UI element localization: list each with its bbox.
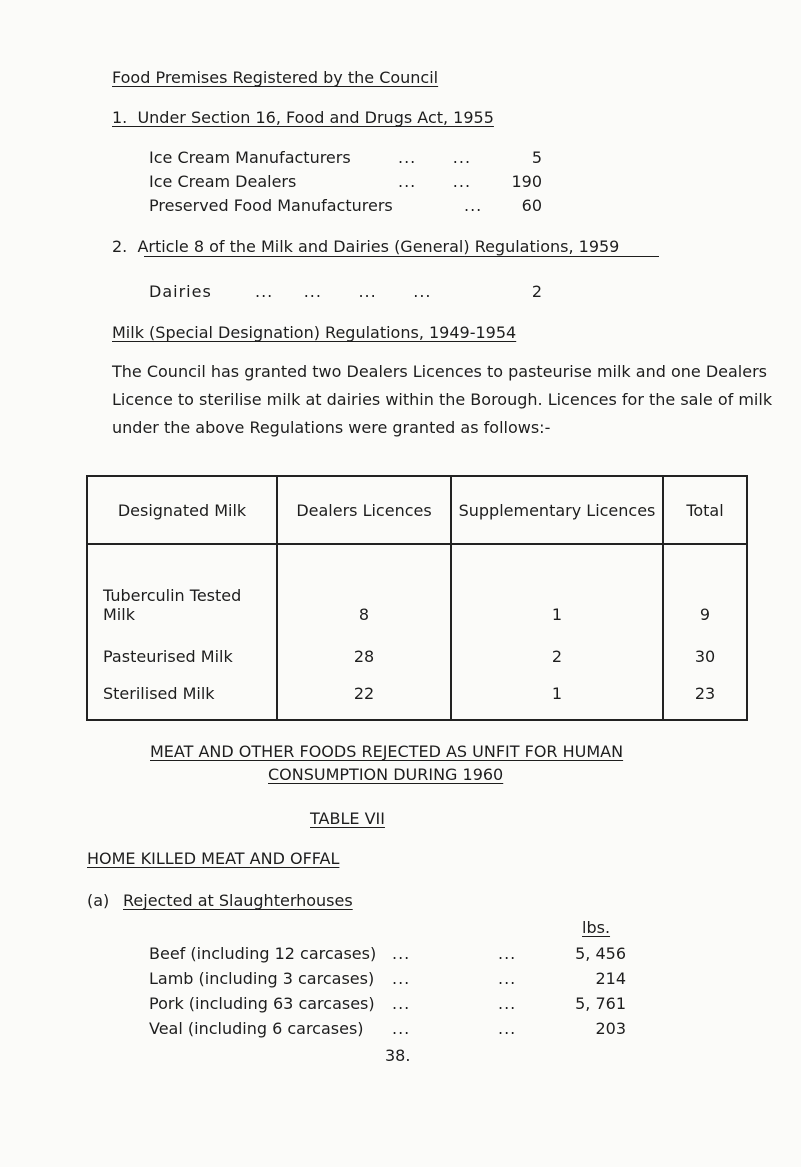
- list-item-label: Pork (including 63 carcases): [149, 994, 375, 1013]
- col-header-dealers-licences: Dealers Licences: [277, 476, 451, 544]
- cell-supplementary: 2: [451, 632, 663, 680]
- leader-dots: ... ... ... ...: [255, 282, 432, 301]
- cell-supplementary: 1: [451, 544, 663, 632]
- cell-dealers: 22: [277, 680, 451, 720]
- table-header-row: [87, 476, 747, 544]
- cell-dealers: 28: [277, 632, 451, 680]
- milk-regulations-paragraph: The Council has granted two Dealers Licences to pasteurise milk and one Dealers Licence to sterilise milk at dairies within the Borough. Licences for the sale of milk under the above Regulations were granted as follows:-: [112, 362, 773, 437]
- page-number: 38.: [385, 1046, 411, 1065]
- leader-dots: ... ...: [398, 172, 472, 191]
- col-header-total: Total: [663, 476, 747, 544]
- list-item-label: Ice Cream Manufacturers: [149, 148, 351, 167]
- milk-regulations-heading: Milk (Special Designation) Regulations, 1949-1954: [112, 323, 517, 342]
- row-label: Sterilised Milk: [87, 680, 277, 720]
- list-item-value: 203: [595, 1019, 626, 1038]
- list-item-value: 5, 761: [575, 994, 626, 1013]
- cell-total: 30: [663, 632, 747, 680]
- section-a-marker: (a): [87, 891, 110, 910]
- list-item-value: 60: [521, 196, 542, 215]
- meat-subheading: HOME KILLED MEAT AND OFFAL: [87, 849, 340, 868]
- leader-dots: ...: [498, 944, 517, 963]
- list-item-label: Dairies: [149, 282, 212, 301]
- section-1-heading-text: 1. Under Section 16, Food and Drugs Act, 1955: [112, 108, 494, 127]
- leader-dots: ...: [464, 196, 483, 215]
- list-item-value: 214: [595, 969, 626, 988]
- row-label: [87, 544, 277, 632]
- list-item-value: 5: [531, 148, 542, 167]
- cell-dealers: 8: [277, 544, 451, 632]
- table-row: [87, 680, 747, 720]
- row-label-line: Tuberculin Tested: [103, 586, 242, 605]
- list-item-label: Ice Cream Dealers: [149, 172, 297, 191]
- col-header-supplementary-licences: Supplementary Licences: [451, 476, 663, 544]
- cell-total: 9: [663, 544, 747, 632]
- list-item-value: 5, 456: [575, 944, 626, 963]
- list-item-label: Veal (including 6 carcases): [149, 1019, 364, 1038]
- cell-supplementary: 1: [451, 680, 663, 720]
- table-title: TABLE VII: [310, 809, 385, 828]
- leader-dots: ...: [498, 1019, 517, 1038]
- table-row: [87, 632, 747, 680]
- list-item-label: Preserved Food Manufacturers: [149, 196, 393, 215]
- list-item-value: 2: [531, 282, 542, 301]
- list-item-value: 190: [511, 172, 542, 191]
- table-row: [87, 544, 747, 632]
- leader-dots: ...: [392, 969, 411, 988]
- meat-heading-line-2: CONSUMPTION DURING 1960: [268, 765, 504, 784]
- section-a-heading: Rejected at Slaughterhouses: [123, 891, 353, 910]
- unit-label: lbs.: [582, 918, 611, 937]
- leader-dots: ...: [498, 994, 517, 1013]
- row-label: Pasteurised Milk: [87, 632, 277, 680]
- row-label-line: Milk: [103, 605, 135, 624]
- leader-dots: ...: [498, 969, 517, 988]
- meat-heading-line-1: MEAT AND OTHER FOODS REJECTED AS UNFIT FOR HUMAN: [150, 742, 624, 761]
- page-heading: Food Premises Registered by the Council: [112, 68, 439, 87]
- section-1-heading: [112, 108, 494, 127]
- milk-licences-table: [86, 475, 748, 721]
- leader-dots: ...: [392, 994, 411, 1013]
- cell-total: 23: [663, 680, 747, 720]
- section-2-underline: [144, 256, 659, 257]
- leader-dots: ...: [392, 1019, 411, 1038]
- section-2-heading: 2. Article 8 of the Milk and Dairies (General) Regulations, 1959: [112, 237, 620, 256]
- leader-dots: ...: [392, 944, 411, 963]
- leader-dots: ... ...: [398, 148, 472, 167]
- list-item-label: Lamb (including 3 carcases): [149, 969, 375, 988]
- col-header-designated-milk: Designated Milk: [87, 476, 277, 544]
- list-item-label: Beef (including 12 carcases): [149, 944, 377, 963]
